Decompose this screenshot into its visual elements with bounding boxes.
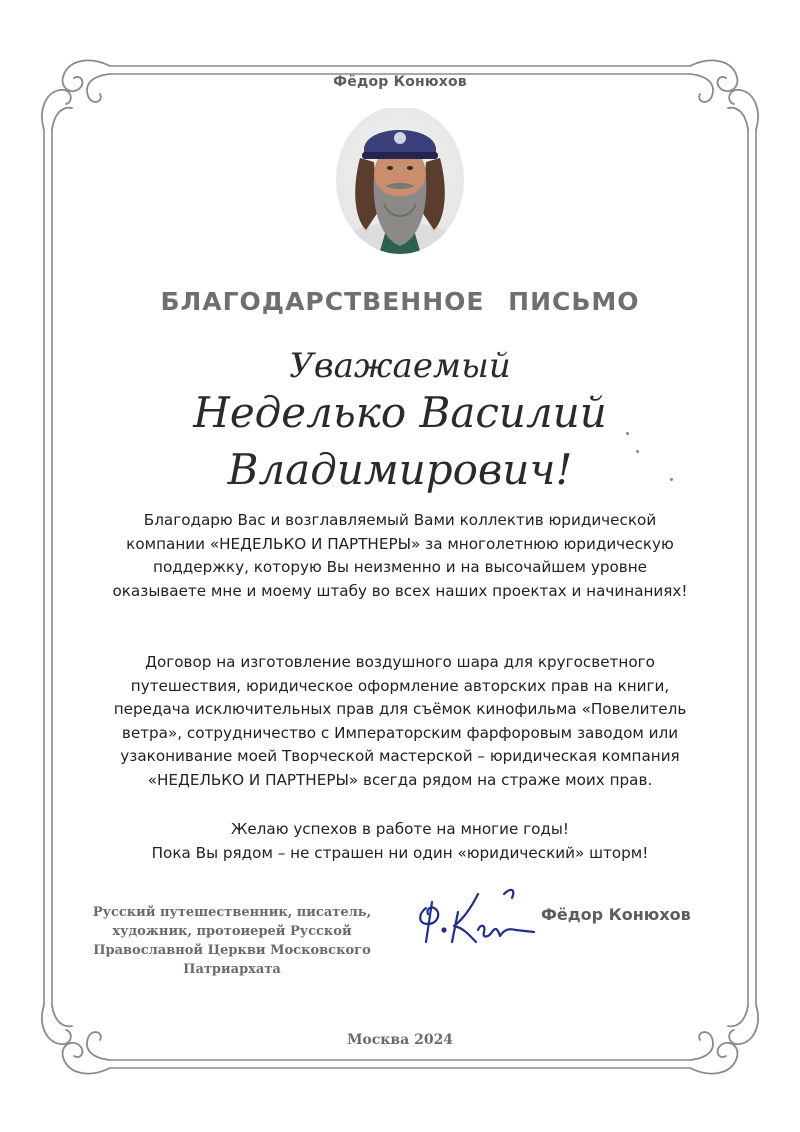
paragraph-line: Договор на изготовление воздушного шара для кругосветного — [145, 653, 655, 671]
bio-line: художник, протоиерей Русской — [112, 924, 352, 939]
paragraph-wishes — [60, 818, 740, 865]
handwritten-signature — [412, 880, 537, 950]
paragraph-line: поддержку, которую Вы неизменно и на высочайшем уровне — [153, 558, 647, 576]
paragraph-line: Желаю успехов в работе на многие годы! — [230, 820, 570, 838]
recipient-name: Неделько Василий — [193, 388, 607, 437]
author-header: Фёдор Конюхов — [333, 74, 467, 90]
paragraph-line: Пока Вы рядом – не страшен ни один «юридический» шторм! — [151, 843, 649, 862]
author-signature-name: Фёдор Конюхов — [541, 905, 691, 924]
paragraph-projects — [60, 651, 740, 792]
paragraph-line: оказываете мне и моему штабу во всех наших проектах и начинаниях! — [112, 581, 688, 600]
paragraph-line: Благодарю Вас и возглавляемый Вами коллектив юридической — [143, 511, 657, 529]
print-speck — [636, 450, 639, 453]
author-bio — [82, 903, 382, 979]
paragraph-gratitude — [60, 509, 740, 603]
print-speck — [626, 432, 629, 435]
recipient-patronymic: Владимирович! — [227, 445, 573, 494]
paragraph-line: передача исключительных прав для съёмок кинофильма «Повелитель — [113, 700, 687, 718]
print-speck — [670, 478, 673, 481]
letter-title: БЛАГОДАРСТВЕННОЕ ПИСЬМО — [160, 287, 640, 316]
paragraph-line: путешествия, юридическое оформление авторских прав на книги, — [130, 676, 670, 695]
portrait-photo-icon — [334, 108, 466, 258]
bio-line: Православной Церкви Московского — [93, 943, 371, 958]
paragraph-line: ветра», сотрудничество с Императорским фарфоровым заводом или — [121, 723, 679, 742]
greeting: Уважаемый — [289, 346, 511, 386]
paragraph-line: «НЕДЕЛЬКО И ПАРТНЕРЫ» всегда рядом на страже моих прав. — [147, 770, 653, 789]
bio-line: Патриархата — [183, 962, 281, 977]
paragraph-line: узаконивание моей Творческой мастерской – юридическая компания — [120, 747, 680, 765]
bio-line: Русский путешественник, писатель, — [92, 905, 372, 920]
place-date: Москва 2024 — [346, 1032, 454, 1048]
paragraph-line: компании «НЕДЕЛЬКО И ПАРТНЕРЫ» за многолетнюю юридическую — [126, 534, 674, 553]
